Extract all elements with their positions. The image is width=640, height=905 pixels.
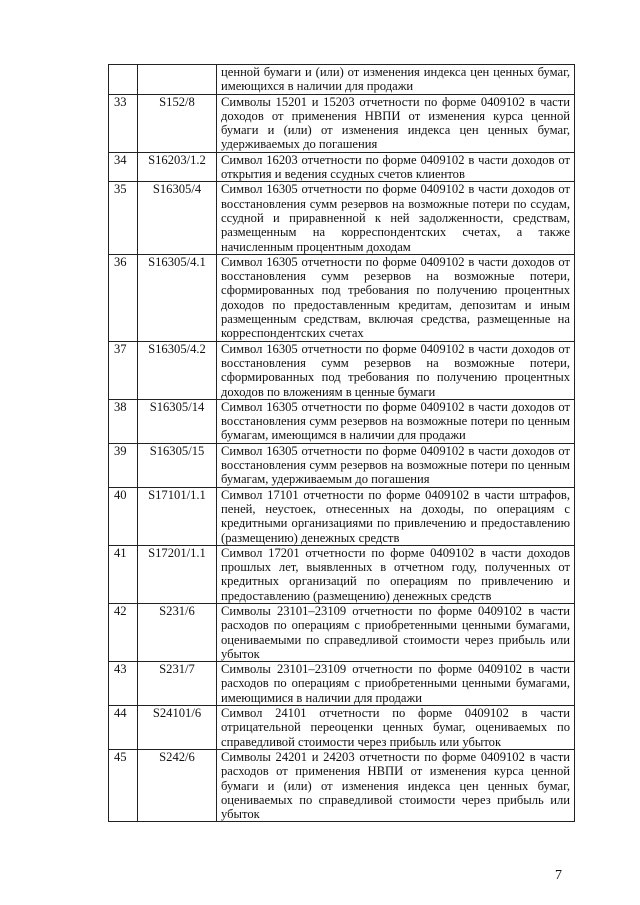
row-number: 44 [109, 706, 138, 750]
row-number [109, 65, 138, 95]
row-description: Символ 16203 отчетности по форме 0409102 в части доходов от открытия и ведения ссудных счетов клиентов [217, 152, 575, 182]
row-number: 42 [109, 603, 138, 661]
row-description: Символ 17201 отчетности по форме 0409102 в части доходов прошлых лет, выявленных в отчетном году, полученных от кредитных организаций по операциям по привлечению и предоставлению (размещению) денежных средств [217, 545, 575, 603]
row-code: S152/8 [138, 94, 217, 152]
row-description: Символ 16305 отчетности по форме 0409102 в части доходов от восстановления сумм резервов на возможные потери по ссудам, ссудной и приравненной к ней задолженности, средствам, размещенным на корреспондентских счетах, а также начисленным процентным доходам [217, 182, 575, 254]
row-description: Символ 16305 отчетности по форме 0409102 в части доходов от восстановления сумм резервов на возможные потери, сформированных под требования по получению процентных доходов по вложениям в ценные бумаги [217, 341, 575, 399]
table-row [109, 152, 575, 182]
table-row [109, 603, 575, 661]
row-number: 36 [109, 254, 138, 341]
codes-table-body [109, 65, 575, 822]
table-row [109, 254, 575, 341]
table-row [109, 65, 575, 95]
row-code: S17201/1.1 [138, 545, 217, 603]
table-row [109, 399, 575, 443]
table-row [109, 182, 575, 254]
page-number: 7 [555, 868, 562, 883]
row-number: 33 [109, 94, 138, 152]
codes-table [108, 64, 575, 822]
row-number: 35 [109, 182, 138, 254]
row-code: S231/6 [138, 603, 217, 661]
table-row [109, 706, 575, 750]
row-code: S231/7 [138, 662, 217, 706]
row-number: 38 [109, 399, 138, 443]
row-description: Символ 16305 отчетности по форме 0409102 в части доходов от восстановления сумм резервов на возможные потери, сформированных под требования по получению процентных доходов по предоставленным кредитам, депозитам и иным размещенным средствам, включая средства, размещенные на корреспондентских счетах [217, 254, 575, 341]
row-description: Символ 24101 отчетности по форме 0409102 в части отрицательной переоценки ценных бумаг, оцениваемых по справедливой стоимости через прибыль или убыток [217, 706, 575, 750]
row-code: S16305/4 [138, 182, 217, 254]
table-row [109, 341, 575, 399]
row-number: 41 [109, 545, 138, 603]
row-number: 45 [109, 749, 138, 821]
row-number: 43 [109, 662, 138, 706]
row-description: Символ 16305 отчетности по форме 0409102 в части доходов от восстановления сумм резервов на возможные потери по ценным бумагам, удерживаемым до погашения [217, 443, 575, 487]
row-description: Символ 16305 отчетности по форме 0409102 в части доходов от восстановления сумм резервов на возможные потери по ценным бумагам, имеющимся в наличии для продажи [217, 399, 575, 443]
row-number: 40 [109, 487, 138, 545]
row-description: Символ 17101 отчетности по форме 0409102 в части штрафов, пеней, неустоек, отнесенных на доходы, по операциям с кредитными организациями по привлечению и предоставлению (размещению) денежных средств [217, 487, 575, 545]
row-code: S16305/4.1 [138, 254, 217, 341]
row-description: Символы 23101–23109 отчетности по форме 0409102 в части расходов по операциям с приобретенными ценными бумагами, оцениваемыми по справедливой стоимости через прибыль или убыток [217, 603, 575, 661]
row-code: S24101/6 [138, 706, 217, 750]
table-row [109, 94, 575, 152]
row-description: Символы 15201 и 15203 отчетности по форме 0409102 в части доходов от применения НВПИ от изменения курса ценной бумаги и (или) от изменения индекса цен ценных бумаг, удерживаемых до погашения [217, 94, 575, 152]
row-code: S16305/14 [138, 399, 217, 443]
table-row [109, 487, 575, 545]
row-number: 39 [109, 443, 138, 487]
row-description: ценной бумаги и (или) от изменения индекса цен ценных бумаг, имеющихся в наличии для продажи [217, 65, 575, 95]
table-row [109, 545, 575, 603]
row-code: S16305/15 [138, 443, 217, 487]
table-row [109, 749, 575, 821]
row-number: 34 [109, 152, 138, 182]
row-description: Символы 24201 и 24203 отчетности по форме 0409102 в части расходов от применения НВПИ от изменения курса ценной бумаги и (или) от изменения индекса цен ценных бумаг, оцениваемых по справедливой стоимости через прибыль или убыток [217, 749, 575, 821]
row-code: S16305/4.2 [138, 341, 217, 399]
row-code [138, 65, 217, 95]
row-code: S242/6 [138, 749, 217, 821]
table-row [109, 662, 575, 706]
row-code: S16203/1.2 [138, 152, 217, 182]
row-code: S17101/1.1 [138, 487, 217, 545]
row-description: Символы 23101–23109 отчетности по форме 0409102 в части расходов по операциям с приобретенными ценными бумагами, имеющимися в наличии для продажи [217, 662, 575, 706]
table-row [109, 443, 575, 487]
row-number: 37 [109, 341, 138, 399]
